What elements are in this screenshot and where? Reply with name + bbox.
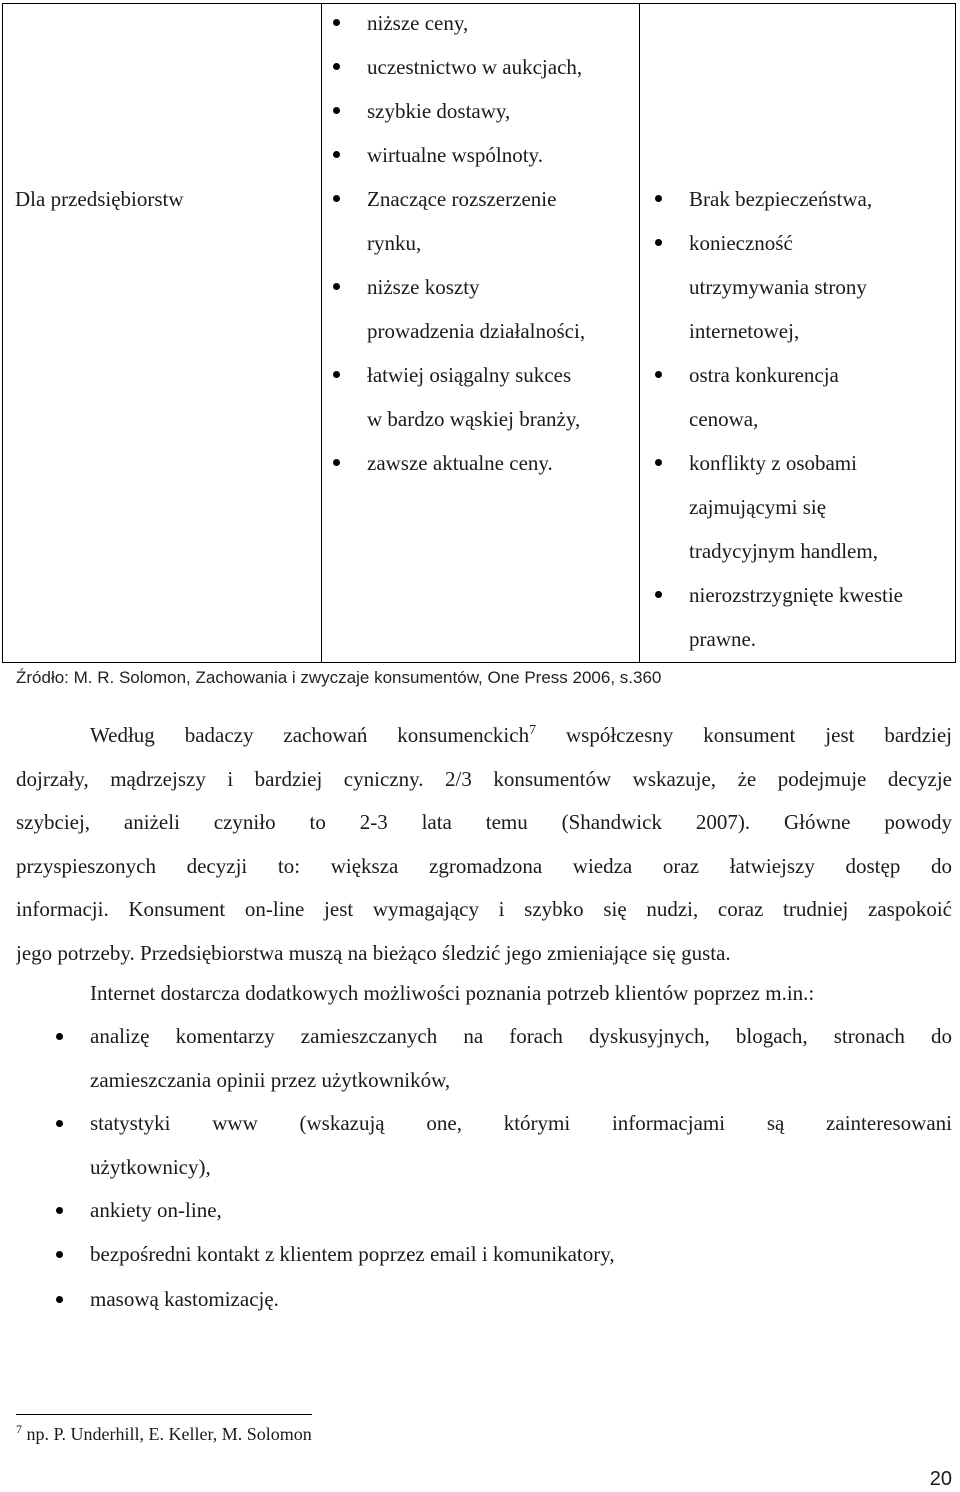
paragraph-line: jego potrzeby. Przedsiębiorstwa muszą na bieżąco śledzić jego zmieniające się gusta.: [16, 940, 731, 965]
table-col3-list: [689, 177, 903, 661]
paragraph-line: dojrzały, mądrzejszy i bardziej cyniczny. 2/3 konsumentów wskazuje, że podejmuje decyzje: [16, 766, 952, 791]
footnote-ref: 7: [529, 723, 537, 738]
list-item-continuation: prawne.: [689, 627, 757, 651]
footnote-text: np. P. Underhill, E. Keller, M. Solomon: [26, 1424, 312, 1444]
list-item: nierozstrzygnięte kwestie: [689, 573, 903, 617]
bullet-icon: [655, 371, 662, 378]
footnote-number: 7: [16, 1422, 22, 1436]
bullet-icon: [56, 1120, 63, 1127]
bullet-icon: [56, 1033, 63, 1040]
list-item-continuation: internetowej,: [689, 319, 800, 343]
list-item-continuation: zajmującymi się: [689, 495, 827, 519]
bullet-icon: [333, 107, 340, 114]
bullet-icon: [655, 195, 662, 202]
footnote: [16, 1424, 312, 1445]
list-item: szybkie dostawy,: [367, 89, 582, 133]
table-divider: [321, 4, 322, 662]
bullet-icon: [333, 371, 340, 378]
comparison-table: [2, 3, 956, 663]
table-col2-list: [367, 177, 585, 485]
list-item: niższe ceny,: [367, 1, 582, 45]
bullet-icon: [333, 19, 340, 26]
bullet-icon: [655, 591, 662, 598]
row-label: Dla przedsiębiorstw: [15, 187, 184, 211]
list-item-continuation: tradycyjnym handlem,: [689, 539, 878, 563]
paragraph-line: Według badaczy zachowań konsumenckich$^7$ współczesny konsument jest bardziej: [90, 723, 952, 747]
list-item: zawsze aktualne ceny.: [367, 441, 585, 485]
table-divider: [639, 4, 640, 662]
list-item: niższe koszty: [367, 265, 585, 309]
list-item: uczestnictwo w aukcjach,: [367, 45, 582, 89]
list-item: bezpośredni kontakt z klientem poprzez email i komunikatory,: [90, 1233, 952, 1277]
bullet-icon: [333, 195, 340, 202]
bullet-icon: [333, 459, 340, 466]
list-item: ostra konkurencja: [689, 353, 903, 397]
bullet-icon: [655, 239, 662, 246]
bullet-icon: [56, 1251, 63, 1258]
list-item: konieczność: [689, 221, 903, 265]
list-item: analizę komentarzy zamieszczanych na forach dyskusyjnych, blogach, stronach do zamieszczania opinii przez użytkowników,: [90, 1015, 952, 1102]
footnote-separator: [16, 1414, 312, 1415]
list-item-continuation: rynku,: [367, 231, 422, 255]
bullet-icon: [333, 283, 340, 290]
source-note: Źródło: M. R. Solomon, Zachowania i zwyczaje konsumentów, One Press 2006, s.360: [16, 668, 662, 687]
list-item-continuation: utrzymywania strony: [689, 275, 867, 299]
page-number: 20: [929, 1468, 952, 1490]
paragraph-line: informacji. Konsument on-line jest wymagający i szybko się nudzi, coraz trudniej zaspokoić: [16, 897, 952, 921]
bullet-icon: [333, 63, 340, 70]
table-col2-top-list: [367, 1, 582, 177]
list-item: masową kastomizację.: [90, 1278, 952, 1322]
list-item: wirtualne wspólnoty.: [367, 133, 582, 177]
list-item-continuation: cenowa,: [689, 407, 759, 431]
list-item-continuation: prowadzenia działalności,: [367, 319, 586, 343]
list-item: konflikty z osobami: [689, 441, 903, 485]
bullet-icon: [655, 459, 662, 466]
list-item-continuation: w bardzo wąskiej branży,: [367, 407, 581, 431]
paragraph-consumer: [16, 714, 952, 975]
paragraph-line: przyspieszonych decyzji to: większa zgromadzona wiedza oraz łatwiejszy dostęp do: [16, 853, 952, 878]
paragraph-internet: [90, 972, 950, 1016]
bullet-icon: [56, 1296, 63, 1303]
bullet-icon: [56, 1207, 63, 1214]
list-item: statystyki www (wskazują one, którymi informacjami są zainteresowani użytkownicy),: [90, 1102, 952, 1189]
list-item: Brak bezpieczeństwa,: [689, 177, 903, 221]
list-item: ankiety on-line,: [90, 1189, 952, 1233]
bullet-icon: [333, 151, 340, 158]
paragraph-line: Internet dostarcza dodatkowych możliwości poznania potrzeb klientów poprzez m.in.:: [90, 981, 815, 1005]
list-item: łatwiej osiągalny sukces: [367, 353, 585, 397]
list-item: Znaczące rozszerzenie: [367, 177, 585, 221]
paragraph-line: szybciej, aniżeli czyniło to 2-3 lata temu (Shandwick 2007). Główne powody: [16, 810, 952, 834]
